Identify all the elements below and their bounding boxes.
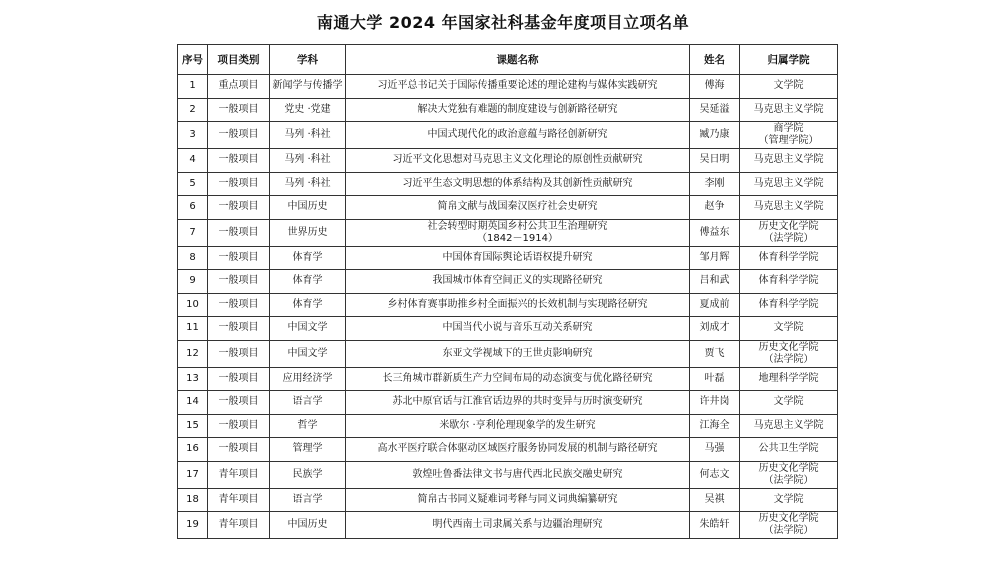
cell-name	[690, 438, 740, 462]
cell-topic-text: 苏北中原官话与江淮官话边界的共时变异与历时演变研究	[392, 396, 643, 408]
cell-type-text: 一般项目	[218, 103, 259, 115]
cell-college	[740, 488, 838, 512]
cell-college-text: 文学院	[773, 322, 804, 334]
cell-name-text: 许井岗	[699, 396, 730, 408]
cell-topic	[346, 75, 690, 99]
cell-college	[740, 414, 838, 438]
cell-type	[208, 367, 270, 391]
cell-no	[178, 172, 208, 196]
cell-college-text: 体育科学学院	[758, 251, 819, 263]
cell-subject-text: 体育学	[292, 298, 323, 310]
cell-college-text: 历史文化学院 （法学院）	[758, 462, 819, 486]
cell-no-text: 19	[186, 519, 199, 530]
table-row	[178, 270, 838, 294]
cell-subject	[270, 414, 346, 438]
cell-name	[690, 461, 740, 488]
cell-topic	[346, 391, 690, 415]
cell-college	[740, 246, 838, 270]
cell-subject-text: 体育学	[292, 251, 323, 263]
cell-no	[178, 75, 208, 99]
cell-name	[690, 75, 740, 99]
cell-subject-text: 马列 ·科社	[284, 129, 331, 140]
header-no: 序号	[178, 45, 208, 75]
cell-name	[690, 270, 740, 294]
cell-topic	[346, 438, 690, 462]
cell-type-text: 一般项目	[218, 419, 259, 431]
cell-college	[740, 438, 838, 462]
cell-college	[740, 172, 838, 196]
cell-no-text: 5	[189, 177, 196, 189]
cell-topic-text: 中国当代小说与音乐互动关系研究	[442, 322, 593, 334]
table-row	[178, 98, 838, 122]
cell-college-text: 体育科学学院	[758, 275, 819, 287]
table-row	[178, 461, 838, 488]
cell-name	[690, 246, 740, 270]
cell-type-text: 一般项目	[218, 154, 259, 166]
cell-type-text: 一般项目	[218, 226, 259, 238]
cell-topic-text: 简帛古书同义疑难词考释与同义词典编纂研究	[417, 493, 618, 505]
cell-type	[208, 340, 270, 367]
cell-no-text: 13	[186, 372, 199, 384]
cell-subject-text: 语言学	[292, 493, 323, 505]
cell-topic	[346, 317, 690, 341]
cell-college	[740, 270, 838, 294]
cell-topic	[346, 98, 690, 122]
cell-subject	[270, 367, 346, 391]
cell-name	[690, 414, 740, 438]
cell-name	[690, 367, 740, 391]
cell-topic	[346, 122, 690, 149]
cell-name-text: 叶磊	[704, 372, 725, 384]
header-name: 姓名	[690, 45, 740, 75]
cell-type	[208, 317, 270, 341]
cell-subject	[270, 149, 346, 173]
cell-no-text: 4	[189, 154, 196, 166]
table-row	[178, 438, 838, 462]
cell-subject	[270, 317, 346, 341]
cell-college	[740, 461, 838, 488]
cell-subject-text: 世界历史	[287, 226, 328, 238]
table-row	[178, 512, 838, 539]
cell-topic	[346, 172, 690, 196]
cell-type-text: 一般项目	[218, 322, 259, 334]
cell-no	[178, 270, 208, 294]
cell-subject	[270, 196, 346, 220]
cell-name-text: 江海全	[699, 419, 730, 431]
cell-topic	[346, 270, 690, 294]
cell-no-text: 18	[186, 493, 199, 505]
cell-name	[690, 149, 740, 173]
cell-college	[740, 122, 838, 149]
cell-name-text: 李刚	[704, 177, 725, 189]
cell-college-text: 历史文化学院 （法学院）	[758, 220, 819, 244]
cell-name-text: 何志文	[699, 468, 730, 480]
cell-no	[178, 317, 208, 341]
cell-type	[208, 391, 270, 415]
cell-subject-text: 新闻学与传播学	[272, 80, 343, 92]
cell-type	[208, 461, 270, 488]
cell-college-text: 商学院 （管理学院）	[758, 123, 819, 146]
cell-college-text: 马克思主义学院	[753, 419, 824, 431]
cell-name	[690, 391, 740, 415]
cell-no-text: 8	[189, 251, 196, 263]
cell-college-text: 体育科学学院	[758, 298, 819, 310]
cell-no	[178, 512, 208, 539]
cell-subject-text: 民族学	[292, 468, 323, 480]
cell-type	[208, 75, 270, 99]
cell-topic	[346, 246, 690, 270]
cell-type	[208, 293, 270, 317]
cell-name	[690, 512, 740, 539]
cell-no-text: 7	[189, 226, 196, 238]
cell-topic	[346, 196, 690, 220]
cell-name-text: 夏成前	[699, 298, 730, 310]
cell-topic-text: 习近平总书记关于国际传播重要论述的理论建构与媒体实践研究	[377, 80, 658, 92]
cell-no-text: 9	[189, 275, 196, 287]
cell-topic-text: 米歇尔 ·亨利伦理现象学的发生研究	[439, 419, 596, 431]
cell-subject-text: 中国历史	[287, 519, 328, 530]
cell-type-text: 一般项目	[218, 347, 259, 359]
cell-subject	[270, 438, 346, 462]
header-college: 归属学院	[740, 45, 838, 75]
table-row	[178, 246, 838, 270]
cell-no	[178, 367, 208, 391]
cell-subject-text: 管理学	[292, 443, 323, 455]
table-row	[178, 149, 838, 173]
cell-no	[178, 340, 208, 367]
cell-topic-text: 中国式现代化的政治意蕴与路径创新研究	[427, 129, 608, 140]
cell-subject	[270, 75, 346, 99]
cell-topic	[346, 340, 690, 367]
cell-name-text: 马强	[704, 443, 725, 455]
table-row	[178, 488, 838, 512]
cell-topic-text: 长三角城市群新质生产力空间布局的动态演变与优化路径研究	[382, 372, 653, 384]
cell-subject	[270, 122, 346, 149]
cell-no-text: 17	[186, 468, 199, 480]
table-body	[178, 75, 838, 539]
cell-name	[690, 122, 740, 149]
cell-topic-text: 中国体育国际舆论话语权提升研究	[442, 251, 593, 263]
cell-no	[178, 414, 208, 438]
cell-type-text: 青年项目	[218, 493, 259, 505]
cell-topic	[346, 461, 690, 488]
cell-no	[178, 196, 208, 220]
cell-subject	[270, 293, 346, 317]
table-row	[178, 414, 838, 438]
cell-college	[740, 219, 838, 246]
project-list-table	[177, 44, 838, 539]
cell-name-text: 臧乃康	[699, 129, 730, 140]
cell-type	[208, 488, 270, 512]
cell-college	[740, 512, 838, 539]
cell-type-text: 一般项目	[218, 251, 259, 263]
cell-name-text: 吕和武	[699, 275, 730, 287]
cell-no	[178, 438, 208, 462]
cell-topic-text: 高水平医疗联合体驱动区域医疗服务协同发展的机制与路径研究	[377, 443, 658, 455]
cell-name	[690, 293, 740, 317]
cell-college-text: 公共卫生学院	[758, 443, 819, 455]
header-type: 项目类别	[208, 45, 270, 75]
header-topic: 课题名称	[346, 45, 690, 75]
cell-no	[178, 461, 208, 488]
cell-subject-text: 体育学	[292, 275, 323, 287]
cell-topic	[346, 488, 690, 512]
cell-name-text: 邹月辉	[699, 251, 730, 263]
cell-subject	[270, 270, 346, 294]
cell-no	[178, 488, 208, 512]
cell-college-text: 地理科学学院	[758, 372, 819, 384]
cell-college-text: 马克思主义学院	[753, 177, 824, 189]
cell-subject-text: 中国文学	[287, 322, 328, 334]
cell-name-text: 傅海	[704, 80, 725, 92]
cell-college	[740, 391, 838, 415]
cell-no-text: 11	[186, 322, 199, 334]
cell-type-text: 青年项目	[218, 519, 259, 530]
cell-subject	[270, 391, 346, 415]
cell-subject-text: 应用经济学	[282, 372, 333, 384]
cell-college-text: 历史文化学院 （法学院）	[758, 513, 819, 536]
table-row	[178, 293, 838, 317]
cell-topic-text: 敦煌吐鲁番法律文书与唐代西北民族交融史研究	[412, 468, 623, 480]
cell-college	[740, 75, 838, 99]
cell-subject	[270, 219, 346, 246]
cell-name	[690, 219, 740, 246]
cell-topic-text: 简帛文献与战国秦汉医疗社会史研究	[437, 201, 598, 213]
cell-no-text: 6	[189, 201, 196, 213]
cell-name-text: 赵争	[704, 201, 725, 213]
table-row	[178, 367, 838, 391]
cell-name-text: 傅益东	[699, 226, 730, 238]
cell-college	[740, 340, 838, 367]
cell-type-text: 一般项目	[218, 275, 259, 287]
cell-college-text: 历史文化学院 （法学院）	[758, 341, 819, 365]
cell-subject	[270, 461, 346, 488]
cell-college-text: 马克思主义学院	[753, 154, 824, 166]
cell-name	[690, 172, 740, 196]
cell-type-text: 一般项目	[218, 177, 259, 189]
cell-topic	[346, 293, 690, 317]
cell-no-text: 15	[186, 419, 199, 431]
table-row	[178, 391, 838, 415]
cell-subject	[270, 512, 346, 539]
cell-topic-text: 习近平文化思想对马克思主义文化理论的原创性贡献研究	[392, 154, 643, 166]
cell-topic-text: 东亚文学视域下的王世贞影响研究	[442, 347, 593, 359]
table-row	[178, 317, 838, 341]
cell-college-text: 马克思主义学院	[753, 103, 824, 115]
cell-no-text: 16	[186, 443, 199, 455]
cell-type	[208, 196, 270, 220]
cell-topic	[346, 149, 690, 173]
cell-no-text: 3	[189, 129, 196, 140]
cell-college	[740, 317, 838, 341]
cell-college-text: 马克思主义学院	[753, 201, 824, 213]
cell-name	[690, 340, 740, 367]
cell-type-text: 青年项目	[218, 468, 259, 480]
table-header-row	[178, 45, 838, 75]
cell-type	[208, 270, 270, 294]
cell-subject-text: 党史 ·党建	[284, 103, 331, 115]
cell-subject-text: 中国历史	[287, 201, 328, 213]
cell-topic	[346, 219, 690, 246]
cell-college	[740, 149, 838, 173]
cell-type-text: 一般项目	[218, 396, 259, 408]
cell-college-text: 文学院	[773, 80, 804, 92]
cell-type	[208, 149, 270, 173]
cell-topic-text: 我国城市体育空间正义的实现路径研究	[432, 275, 603, 287]
cell-topic-text: 社会转型时期英国乡村公共卫生治理研究 （1842－1914）	[427, 220, 608, 244]
cell-subject	[270, 340, 346, 367]
header-subject: 学科	[270, 45, 346, 75]
cell-type	[208, 98, 270, 122]
cell-no	[178, 293, 208, 317]
cell-type-text: 一般项目	[218, 298, 259, 310]
cell-college	[740, 367, 838, 391]
cell-topic	[346, 512, 690, 539]
cell-type-text: 一般项目	[218, 372, 259, 384]
cell-type-text: 一般项目	[218, 443, 259, 455]
cell-type-text: 一般项目	[218, 201, 259, 213]
cell-topic	[346, 414, 690, 438]
cell-type	[208, 172, 270, 196]
cell-name-text: 刘成才	[699, 322, 730, 334]
cell-type	[208, 512, 270, 539]
cell-college	[740, 293, 838, 317]
cell-name	[690, 488, 740, 512]
table-row	[178, 196, 838, 220]
cell-type	[208, 414, 270, 438]
table-row	[178, 340, 838, 367]
cell-subject-text: 哲学	[297, 419, 318, 431]
cell-college	[740, 196, 838, 220]
cell-type-text: 一般项目	[218, 129, 259, 140]
cell-subject	[270, 246, 346, 270]
cell-type	[208, 438, 270, 462]
cell-type	[208, 122, 270, 149]
cell-name-text: 吴延溢	[699, 103, 730, 115]
cell-no	[178, 149, 208, 173]
cell-topic-text: 乡村体育赛事助推乡村全面振兴的长效机制与实现路径研究	[387, 298, 648, 310]
cell-no-text: 2	[189, 103, 196, 115]
cell-subject-text: 马列 ·科社	[284, 154, 331, 166]
cell-no-text: 12	[186, 347, 199, 359]
cell-no-text: 14	[186, 396, 199, 408]
cell-topic-text: 明代西南土司隶属关系与边疆治理研究	[432, 519, 603, 530]
cell-college-text: 文学院	[773, 396, 804, 408]
cell-topic-text: 解决大党独有难题的制度建设与创新路径研究	[417, 103, 618, 115]
cell-college-text: 文学院	[773, 493, 804, 505]
cell-no	[178, 246, 208, 270]
cell-name-text: 朱皓轩	[699, 519, 730, 530]
cell-name	[690, 98, 740, 122]
cell-name-text: 吴祺	[704, 493, 725, 505]
cell-no	[178, 219, 208, 246]
cell-no	[178, 122, 208, 149]
cell-type	[208, 219, 270, 246]
cell-no	[178, 391, 208, 415]
cell-no	[178, 98, 208, 122]
document-title: 南通大学 2024 年国家社科基金年度项目立项名单	[316, 13, 690, 32]
cell-type-text: 重点项目	[218, 80, 259, 92]
cell-subject	[270, 98, 346, 122]
cell-college	[740, 98, 838, 122]
cell-no-text: 10	[186, 298, 199, 310]
cell-subject-text: 语言学	[292, 396, 323, 408]
cell-name-text: 贾飞	[704, 347, 725, 359]
cell-topic	[346, 367, 690, 391]
cell-name	[690, 196, 740, 220]
cell-name	[690, 317, 740, 341]
cell-subject-text: 中国文学	[287, 347, 328, 359]
table-row	[178, 172, 838, 196]
cell-subject-text: 马列 ·科社	[284, 177, 331, 189]
cell-type	[208, 246, 270, 270]
cell-topic-text: 习近平生态文明思想的体系结构及其创新性贡献研究	[402, 177, 633, 189]
table-row	[178, 75, 838, 99]
table-row	[178, 122, 838, 149]
table-row	[178, 219, 838, 246]
cell-subject	[270, 488, 346, 512]
cell-subject	[270, 172, 346, 196]
cell-name-text: 吴日明	[699, 154, 730, 166]
cell-no-text: 1	[189, 80, 196, 92]
